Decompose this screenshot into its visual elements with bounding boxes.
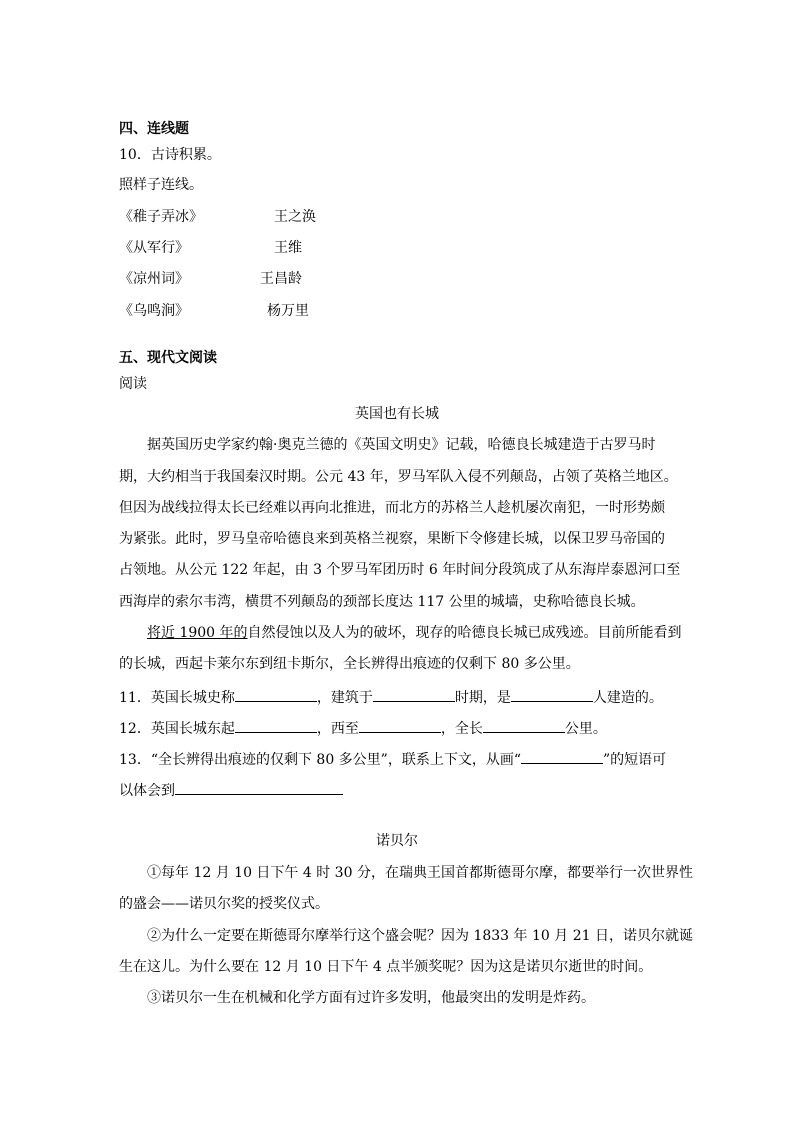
poet-name: 杨万里 <box>267 303 309 319</box>
answer-blank[interactable] <box>235 718 317 733</box>
answer-blank[interactable] <box>373 687 455 702</box>
passage2-line: 的盛会——诺贝尔奖的授奖仪式。 <box>119 896 329 912</box>
question-13-line2: 以体会到 <box>119 780 343 800</box>
passage2-line: ③诺贝尔一生在机械和化学方面有过许多发明，他最突出的发明是炸药。 <box>147 990 595 1006</box>
passage1-line: 期，大约相当于我国秦汉时期。公元 43 年，罗马军队入侵不列颠岛，占领了英格兰地区。 <box>119 469 678 485</box>
poet-name: 王之涣 <box>274 209 316 225</box>
read-label: 阅读 <box>119 376 147 392</box>
answer-blank[interactable] <box>521 749 603 764</box>
underlined-phrase: 将近 1900 年的 <box>147 625 248 641</box>
passage1-line: 的长城，西起卡莱尔东到纽卡斯尔，全长辨得出痕迹的仅剩下 80 多公里。 <box>119 656 580 672</box>
section4-title: 四、连线题 <box>119 121 189 137</box>
poet-name: 王维 <box>274 240 302 256</box>
poem-title: 《稚子弄冰》 <box>119 209 203 225</box>
answer-blank[interactable] <box>235 687 317 702</box>
paragraph2-text: 自然侵蚀以及人为的破坏，现存的哈德良长城已成残迹。目前所能看到 <box>247 625 682 641</box>
passage2-line: 生在这儿。为什么要在 12 月 10 日下午 4 点半颁奖呢？因为这是诺贝尔逝世的时间。 <box>119 959 653 975</box>
answer-blank[interactable] <box>483 718 565 733</box>
passage1-line: 据英国历史学家约翰·奥克兰德的《英国文明史》记载，哈德良长城建造于古罗马时 <box>147 437 656 453</box>
passage1-line: 西海岸的索尔韦湾，横贯不列颠岛的颈部长度达 117 公里的城墙，史称哈德良长城。 <box>119 594 645 610</box>
matching-instruction: 照样子连线。 <box>119 177 203 193</box>
section5-title: 五、现代文阅读 <box>119 350 217 366</box>
question-10: 10．古诗积累。 <box>119 147 221 163</box>
passage2-line: ①每年 12 月 10 日下午 4 时 30 分，在瑞典王国首都斯德哥尔摩，都要举行一次世界性 <box>147 865 693 881</box>
poem-title: 《凉州词》 <box>119 271 189 287</box>
passage2-line: ②为什么一定要在斯德哥尔摩举行这个盛会呢？因为 1833 年 10 月 21 日，诺贝尔就诞 <box>147 928 693 944</box>
passage1-line: 占领地。从公元 122 年起，由 3 个罗马军团历时 6 年时间分段筑成了从东海岸泰恩河口至 <box>119 562 681 578</box>
passage1-paragraph2-line1 <box>147 624 682 642</box>
question-12: 12．英国长城东起 ，西至 ，全长 公里。 <box>119 718 607 738</box>
poem-title: 《乌鸣涧》 <box>119 303 189 319</box>
passage1-line: 但因为战线拉得太长已经难以再向北推进，而北方的苏格兰人趁机屡次南犯，一时形势颇 <box>119 500 665 516</box>
question-13: 13．“全长辨得出痕迹的仅剩下 80 多公里”，联系上下文，从画“ ”的短语可 <box>119 749 666 769</box>
passage1-title: 英国也有长城 <box>355 406 439 422</box>
answer-blank[interactable] <box>359 718 441 733</box>
passage2-title: 诺贝尔 <box>376 833 418 849</box>
poet-name: 王昌龄 <box>260 271 302 287</box>
question-11: 11．英国长城史称 ，建筑于 时期，是 人建造的。 <box>119 687 663 707</box>
poem-title: 《从军行》 <box>119 240 189 256</box>
answer-blank[interactable] <box>511 687 593 702</box>
answer-blank[interactable] <box>175 780 343 795</box>
passage1-line: 为紧张。此时，罗马皇帝哈德良来到英格兰视察，果断下令修建长城，以保卫罗马帝国的 <box>119 531 665 547</box>
